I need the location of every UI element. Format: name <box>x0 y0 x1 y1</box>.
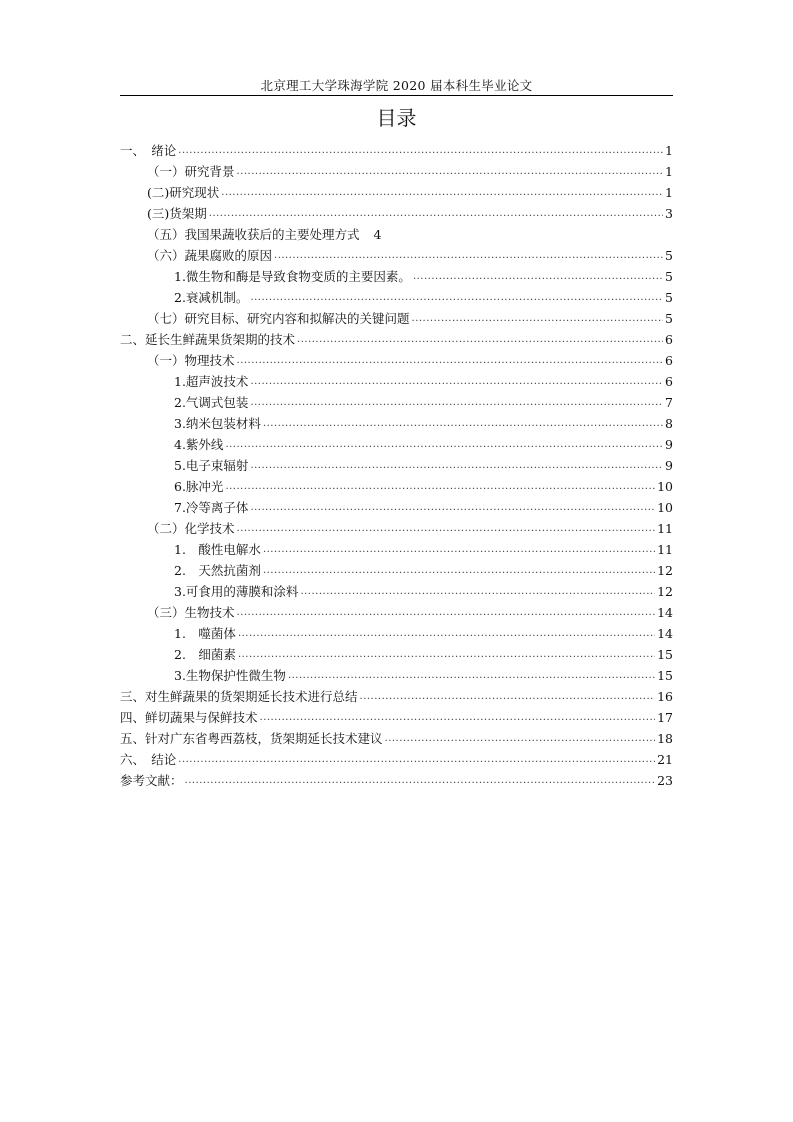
toc-entry-label: （七）研究目标、研究内容和拟解决的关键问题 <box>147 311 410 326</box>
toc-page-number: 7 <box>665 395 673 410</box>
toc-page-number: 1 <box>665 143 673 158</box>
toc-page-number: 9 <box>665 437 673 452</box>
toc-entry-label: 四、鲜切蔬果与保鲜技术 <box>120 710 258 725</box>
toc-entry[interactable] <box>120 600 673 621</box>
toc-entry[interactable] <box>120 180 673 201</box>
toc-page-number: 21 <box>657 752 673 767</box>
toc-entry-label: 二、延长生鲜蔬果货架期的技术 <box>120 332 296 347</box>
toc-entry-label: 4.紫外线 <box>174 437 224 452</box>
toc-entry-label: 2. 细菌素 <box>174 647 236 662</box>
toc-entry[interactable] <box>120 369 673 390</box>
toc-entry-label: 三、对生鲜蔬果的货架期延长技术进行总结 <box>120 689 358 704</box>
toc-dot-leader <box>385 730 656 747</box>
toc-entry[interactable] <box>120 159 673 180</box>
toc-entry[interactable] <box>120 558 673 579</box>
toc-dot-leader <box>225 478 655 495</box>
toc-entry[interactable] <box>120 222 673 243</box>
toc-entry-label: 1.微生物和酶是导致食物变质的主要因素。 <box>174 269 411 284</box>
toc-page-number: 9 <box>665 458 673 473</box>
toc-dot-leader <box>237 520 656 537</box>
toc-dot-leader <box>250 373 663 390</box>
toc-entry-label: （一）物理技术 <box>147 353 235 368</box>
toc-dot-leader <box>300 583 655 600</box>
toc-page-number: 14 <box>657 605 673 620</box>
toc-page-number: 3 <box>665 206 673 221</box>
toc-entry[interactable] <box>120 348 673 369</box>
page-title: 目录 <box>376 106 417 130</box>
toc-page-number: 1 <box>665 164 673 179</box>
toc-entry[interactable] <box>120 768 673 789</box>
toc-entry[interactable] <box>120 747 673 768</box>
toc-entry[interactable] <box>120 663 673 684</box>
toc-entry[interactable] <box>120 474 673 495</box>
toc-entry[interactable] <box>120 432 673 453</box>
toc-entry[interactable] <box>120 390 673 411</box>
toc-entry[interactable] <box>120 411 673 432</box>
toc-page-number: 10 <box>657 479 673 494</box>
toc-entry-label: 3.可食用的薄膜和涂料 <box>174 584 299 599</box>
toc-dot-leader <box>238 646 655 663</box>
toc-page-number: 5 <box>665 311 673 326</box>
toc-dot-leader <box>238 625 655 642</box>
toc-entry[interactable] <box>120 264 673 285</box>
toc-entry-label: 五、针对广东省粤西荔枝，货架期延长技术建议 <box>120 731 383 746</box>
toc-entry-label: 1.超声波技术 <box>174 374 249 389</box>
toc-dot-leader <box>263 562 655 579</box>
toc-entry-label: 1. 酸性电解水 <box>174 542 261 557</box>
toc-dot-leader <box>250 289 663 306</box>
toc-dot-leader <box>360 688 656 705</box>
toc-entry-label: (三)货架期 <box>147 206 207 221</box>
toc-entry[interactable] <box>120 516 673 537</box>
toc-entry-label: （三）生物技术 <box>147 605 235 620</box>
toc-entry-label: （五）我国果蔬收获后的主要处理方式 <box>147 227 360 242</box>
toc-entry-label: 参考文献： <box>120 773 183 788</box>
toc-entry[interactable] <box>120 285 673 306</box>
toc-dot-leader <box>250 499 655 516</box>
toc-entry-label: 2.衰减机制。 <box>174 290 249 305</box>
toc-entry-label: 2. 天然抗菌剂 <box>174 563 261 578</box>
toc-page-number: 4 <box>373 227 382 242</box>
toc-page-number: 6 <box>665 353 673 368</box>
toc-page-number: 15 <box>657 647 673 662</box>
toc-entry-label: 5.电子束辐射 <box>174 458 249 473</box>
toc-dot-leader <box>297 331 663 348</box>
toc-entry-label: 7.冷等离子体 <box>174 500 249 515</box>
toc-page-number: 17 <box>657 710 673 725</box>
toc-entry-label: 6.脉冲光 <box>174 479 224 494</box>
toc-entry[interactable] <box>120 537 673 558</box>
toc-dot-leader <box>225 436 663 453</box>
toc-entry[interactable] <box>120 327 673 348</box>
toc-dot-leader <box>178 142 663 159</box>
toc-entry[interactable] <box>120 579 673 600</box>
toc-dot-leader <box>178 751 655 768</box>
toc-dot-leader <box>263 415 663 432</box>
toc-entry[interactable] <box>120 243 673 264</box>
toc-page-number: 15 <box>657 668 673 683</box>
toc-dot-leader <box>237 604 656 621</box>
toc-page-number: 23 <box>657 773 673 788</box>
toc-page-number: 8 <box>665 416 673 431</box>
toc-dot-leader <box>263 541 655 558</box>
toc-page-number: 16 <box>657 689 673 704</box>
toc-entry[interactable] <box>120 306 673 327</box>
toc-entry-label: 一、 绪论 <box>120 143 177 158</box>
toc-dot-leader <box>237 163 663 180</box>
toc-entry[interactable] <box>120 201 673 222</box>
toc-entry-label: （二）化学技术 <box>147 521 235 536</box>
toc-page-number: 10 <box>657 500 673 515</box>
toc-dot-leader <box>288 667 655 684</box>
toc-page-number: 14 <box>657 626 673 641</box>
toc-dot-leader <box>209 205 663 222</box>
toc-dot-leader <box>221 184 663 201</box>
toc-dot-leader <box>413 268 663 285</box>
table-of-contents <box>120 138 673 789</box>
toc-entry[interactable] <box>120 705 673 726</box>
toc-page-number: 1 <box>665 185 673 200</box>
header-rule <box>120 95 673 96</box>
toc-entry-label: （一）研究背景 <box>147 164 235 179</box>
toc-entry[interactable] <box>120 138 673 159</box>
toc-dot-leader <box>237 352 663 369</box>
toc-dot-leader <box>412 310 663 327</box>
toc-dot-leader <box>250 394 663 411</box>
page-header: 北京理工大学珠海学院 2020 届本科生毕业论文 <box>260 78 533 93</box>
toc-page-number: 5 <box>665 248 673 263</box>
toc-entry[interactable] <box>120 684 673 705</box>
toc-page-number: 11 <box>657 521 673 536</box>
toc-page-number: 5 <box>665 269 673 284</box>
toc-page-number: 12 <box>657 584 673 599</box>
toc-entry[interactable] <box>120 642 673 663</box>
toc-page-number: 12 <box>657 563 673 578</box>
toc-dot-leader <box>260 709 656 726</box>
toc-entry-label: 1. 噬菌体 <box>174 626 236 641</box>
toc-page-number: 6 <box>665 332 673 347</box>
toc-entry-label: (二)研究现状 <box>147 185 220 200</box>
toc-entry-label: 2.气调式包装 <box>174 395 249 410</box>
toc-entry[interactable] <box>120 495 673 516</box>
toc-page-number: 18 <box>657 731 673 746</box>
toc-entry-label: （六）蔬果腐败的原因 <box>147 248 273 263</box>
toc-dot-leader <box>274 247 663 264</box>
toc-entry-label: 3.生物保护性微生物 <box>174 668 286 683</box>
toc-entry[interactable] <box>120 621 673 642</box>
toc-entry[interactable] <box>120 726 673 747</box>
toc-dot-leader <box>185 772 656 789</box>
toc-page-number: 6 <box>665 374 673 389</box>
toc-page-number: 11 <box>657 542 673 557</box>
toc-page-number: 5 <box>665 290 673 305</box>
toc-entry[interactable] <box>120 453 673 474</box>
toc-entry-label: 3.纳米包装材料 <box>174 416 261 431</box>
toc-entry-label: 六、 结论 <box>120 752 177 767</box>
toc-dot-leader <box>250 457 663 474</box>
